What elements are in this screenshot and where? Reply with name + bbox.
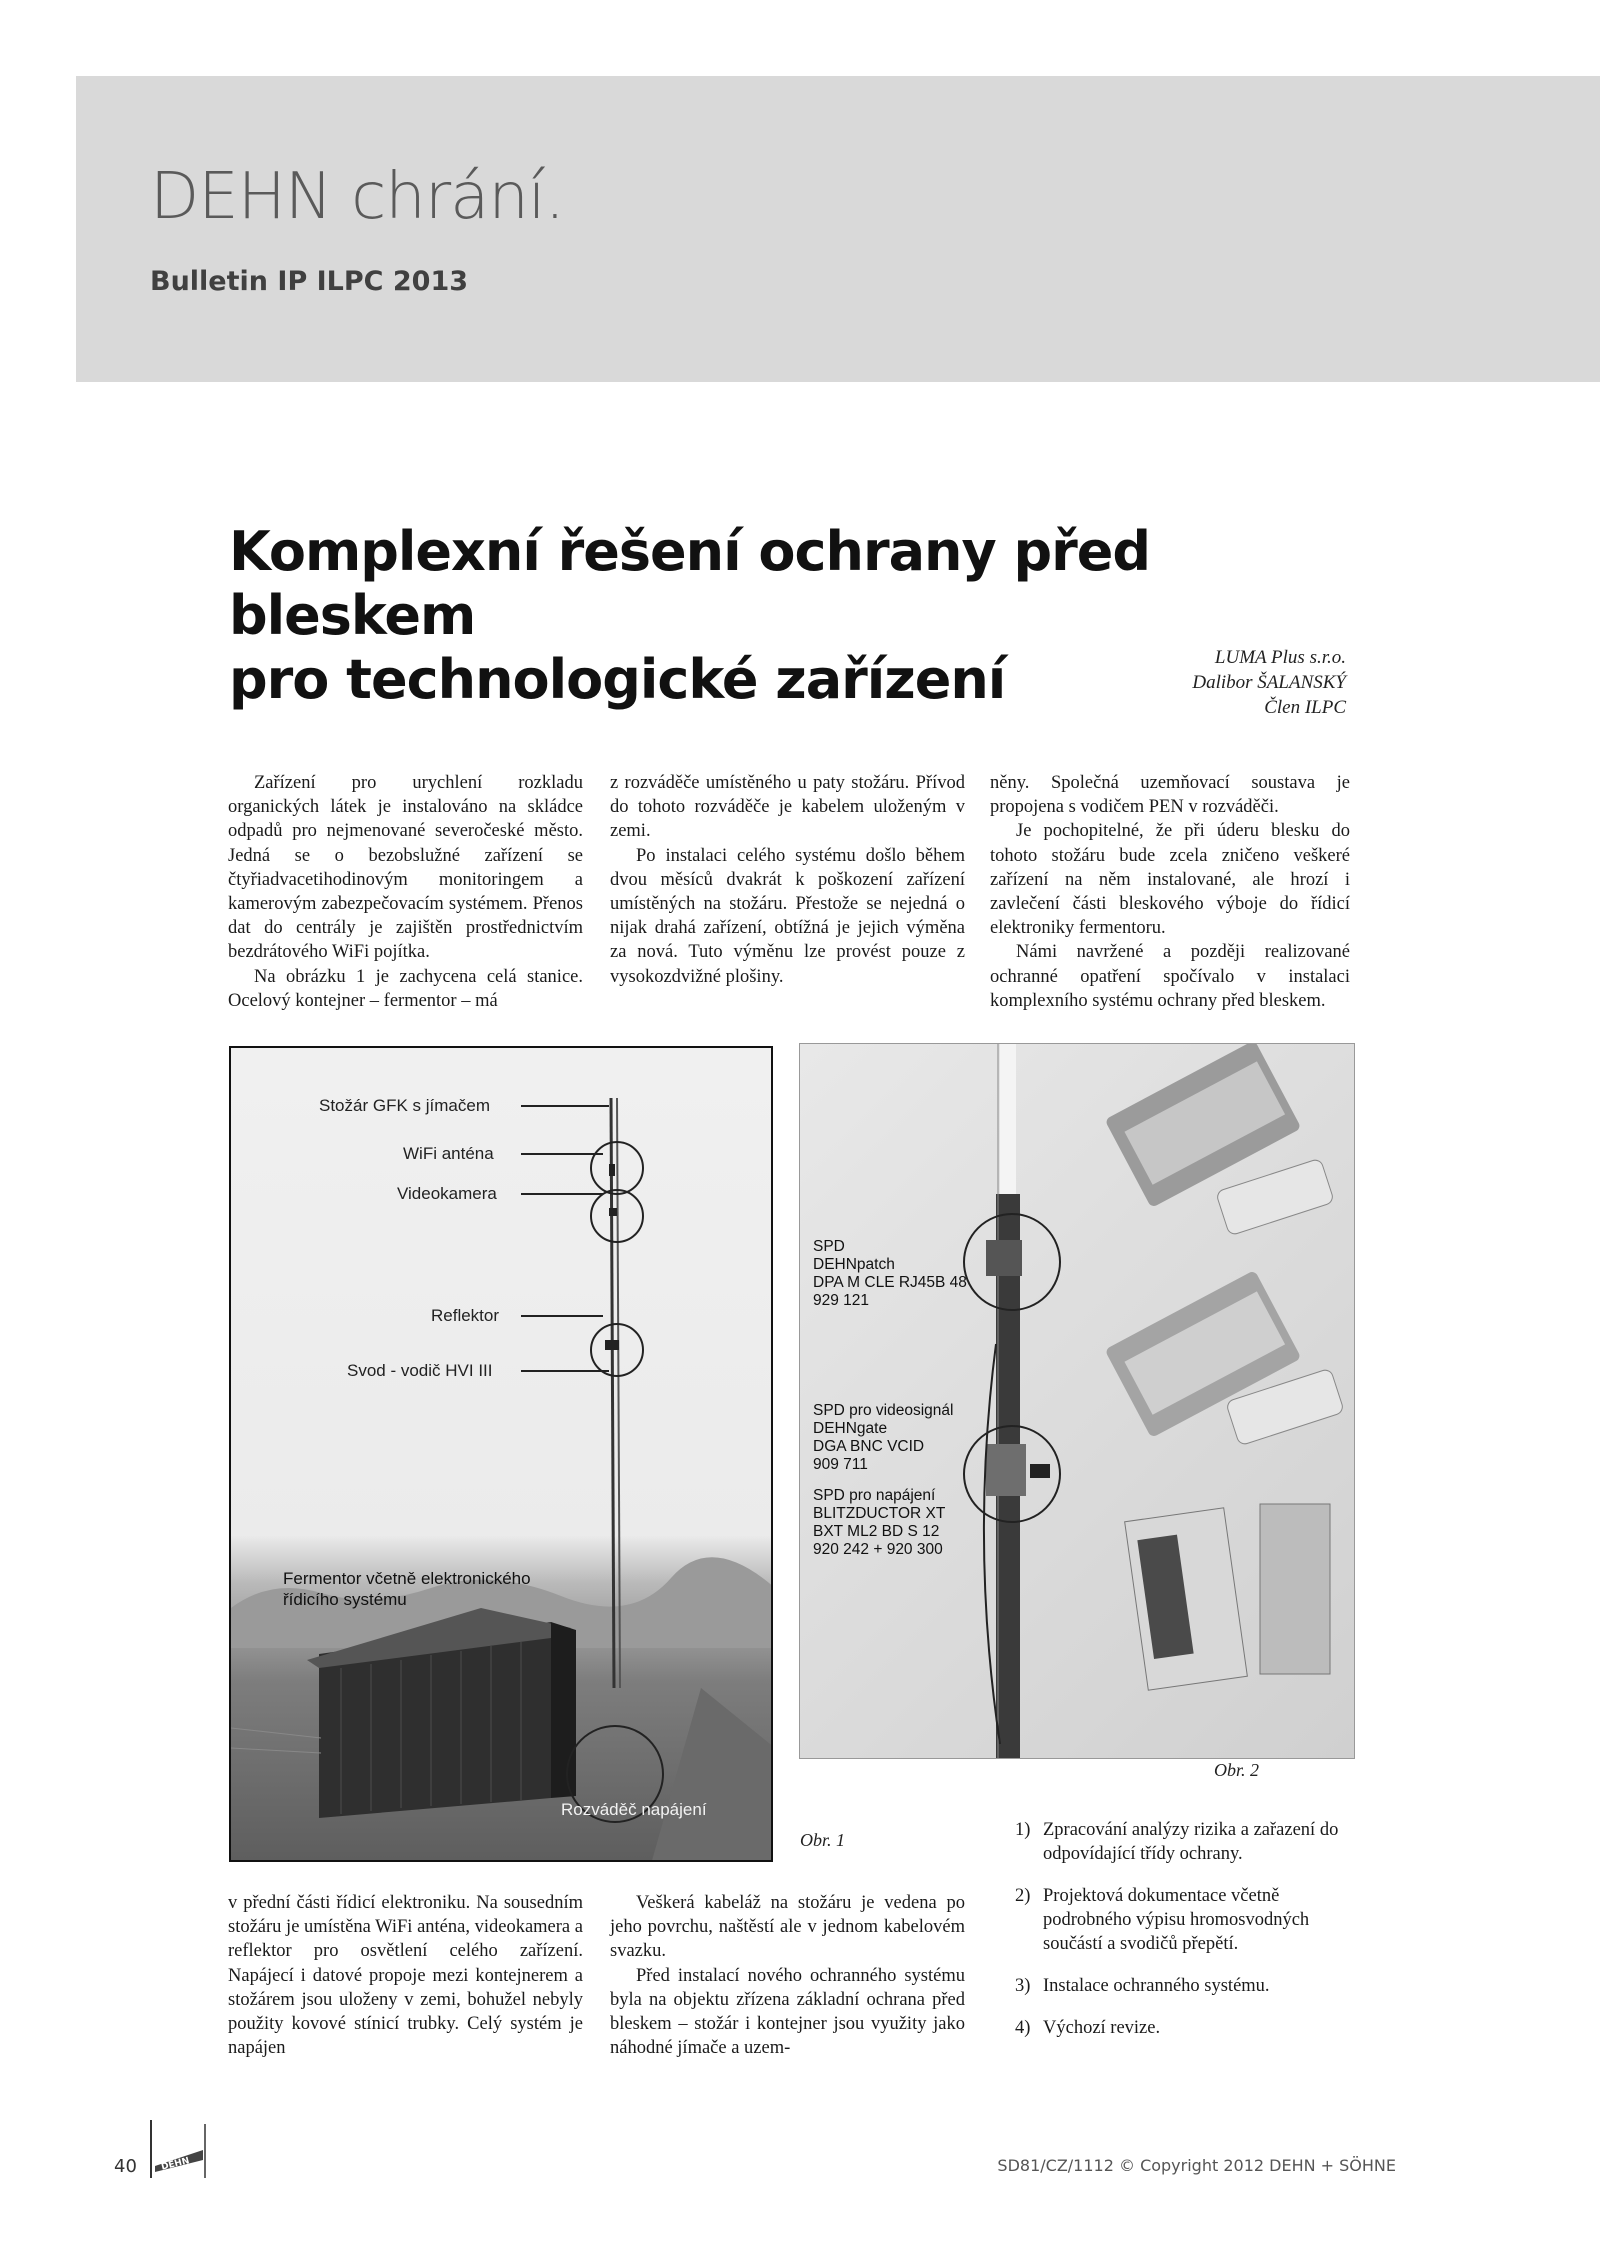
figure-2-caption: Obr. 2 <box>1214 1760 1260 1780</box>
brand-title: DEHN chrání. <box>150 160 565 234</box>
figure-1-photo <box>229 1046 773 1862</box>
paragraph: Je pochopitelné, že při úderu blesku do tohoto stožáru bude zcela zničeno veškeré zařízení na něm instalované, ale hrozí i zavlečení části bleskového výboje do řídicí elektroniky fermentoru. <box>990 821 1350 939</box>
byline-company: LUMA Plus s.r.o. <box>1214 647 1346 668</box>
paragraph: Po instalaci celého systému došlo během dvou měsíců dvakrát k poškození zařízení umístěných na stožáru. Přestože se nejedná o nijak drahá zařízení, obtížná je jejich výměna za nová. Tuto výměnu lze provést pouze z vysokozdvižné plošiny. <box>610 845 965 987</box>
step-number: 1) <box>1015 1820 1031 1840</box>
copyright: SD81/CZ/1112 © Copyright 2012 DEHN + SÖHNE <box>997 2156 1396 2175</box>
step-number: 4) <box>1015 2018 1031 2038</box>
label-spd-power: SPD pro napájení BLITZDUCTOR XT BXT ML2 BD S 12 920 242 + 920 300 <box>813 1487 946 1558</box>
dehn-logo <box>147 2120 209 2183</box>
step-text: Projektová dokumentace včetně podrobného výpisu hromosvodných součástí a svodičů přepětí. <box>1043 1886 1310 1954</box>
label-spd-patch: SPD DEHNpatch DPA M CLE RJ45B 48 929 121 <box>813 1238 967 1309</box>
paragraph: Na obrázku 1 je zachycena celá stanice. Ocelový kontejner – fermentor – má <box>228 966 583 1011</box>
step-number: 2) <box>1015 1886 1031 1906</box>
list-item <box>1015 1884 1355 1956</box>
logo-text: DEHN <box>160 2156 191 2173</box>
paragraph: v přední části řídicí elektroniku. Na sousedním stožáru je umístěna WiFi anténa, videokamera a reflektor pro osvětlení celého zařízení. Napájecí i datové propoje mezi kontejnerem a stožárem jsou uloženy v zemi, bohužel nebyly použity kovové stínicí trubky. Celý systém je napájen <box>228 1893 583 2059</box>
paragraph: Veškerá kabeláž na stožáru je vedena po jeho povrchu, naštěstí ale v jednom kabelovém svazku. <box>610 1893 965 1962</box>
label-spd-video: SPD pro videosignál DEHNgate DGA BNC VCID 909 711 <box>813 1402 954 1473</box>
label-mast: Stožár GFK s jímačem <box>319 1096 490 1115</box>
list-item <box>1015 2016 1355 2040</box>
bulletin-title: Bulletin IP ILPC 2013 <box>150 266 469 297</box>
step-text: Výchozí revize. <box>1043 2018 1161 2038</box>
paragraph: něny. Společná uzemňovací soustava je propojena s vodičem PEN v rozváděči. <box>990 773 1350 818</box>
figure-2-photo <box>799 1043 1355 1759</box>
label-reflector: Reflektor <box>431 1306 500 1325</box>
list-item <box>1015 1818 1355 1866</box>
label-camera: Videokamera <box>397 1184 497 1203</box>
step-text: Zpracování analýzy rizika a zařazení do odpovídající třídy ochrany. <box>1043 1820 1339 1864</box>
list-item <box>1015 1974 1355 1998</box>
label-downconductor: Svod - vodič HVI III <box>347 1361 493 1380</box>
step-number: 3) <box>1015 1976 1031 1996</box>
body-top-column-1 <box>228 771 583 1013</box>
byline-role: Člen ILPC <box>1264 697 1346 718</box>
byline <box>1192 645 1346 720</box>
page-number: 40 <box>114 2156 137 2177</box>
label-wifi: WiFi anténa <box>403 1144 494 1163</box>
byline-author: Dalibor ŠALANSKÝ <box>1192 672 1346 693</box>
paragraph: Před instalací nového ochranného systému byla na objektu zřízena základní ochrana před bleskem – stožár i kontejner jsou využity jako náhodné jímače a uzem- <box>610 1965 965 2059</box>
body-top-column-2 <box>610 771 965 989</box>
body-top-column-3 <box>990 771 1350 1013</box>
figure-1-illustration <box>231 1048 773 1862</box>
article-title-line2: pro technologické zařízení <box>229 648 1006 711</box>
label-switchboard: Rozváděč napájení <box>561 1800 707 1819</box>
body-bottom-column-1 <box>228 1891 583 2060</box>
figure-1-caption: Obr. 1 <box>800 1830 846 1850</box>
paragraph: z rozváděče umístěného u paty stožáru. Přívod do tohoto rozváděče je kabelem uloženým v zemi. <box>610 773 965 842</box>
article-title-line1: Komplexní řešení ochrany před bleskem <box>229 520 1151 647</box>
paragraph: Zařízení pro urychlení rozkladu organických látek je instalováno na skládce odpadů pro nejmenované severočeské město. Jedná se o bezobslužné zařízení se čtyřiadvacetihodinovým monitoringem a kamerovým zabezpečovacím systémem. Přenos dat do centrály je zajištěn prostřednictvím bezdrátového WiFi pojítka. <box>228 773 583 963</box>
label-fermentor: Fermentor včetně elektronického řídicího systému <box>283 1569 531 1609</box>
steps-list <box>1015 1818 1355 2058</box>
body-bottom-column-2 <box>610 1891 965 2060</box>
paragraph: Námi navržené a později realizované ochranné opatření spočívalo v instalaci komplexního systému ochrany před bleskem. <box>990 942 1350 1011</box>
step-text: Instalace ochranného systému. <box>1043 1976 1270 1996</box>
